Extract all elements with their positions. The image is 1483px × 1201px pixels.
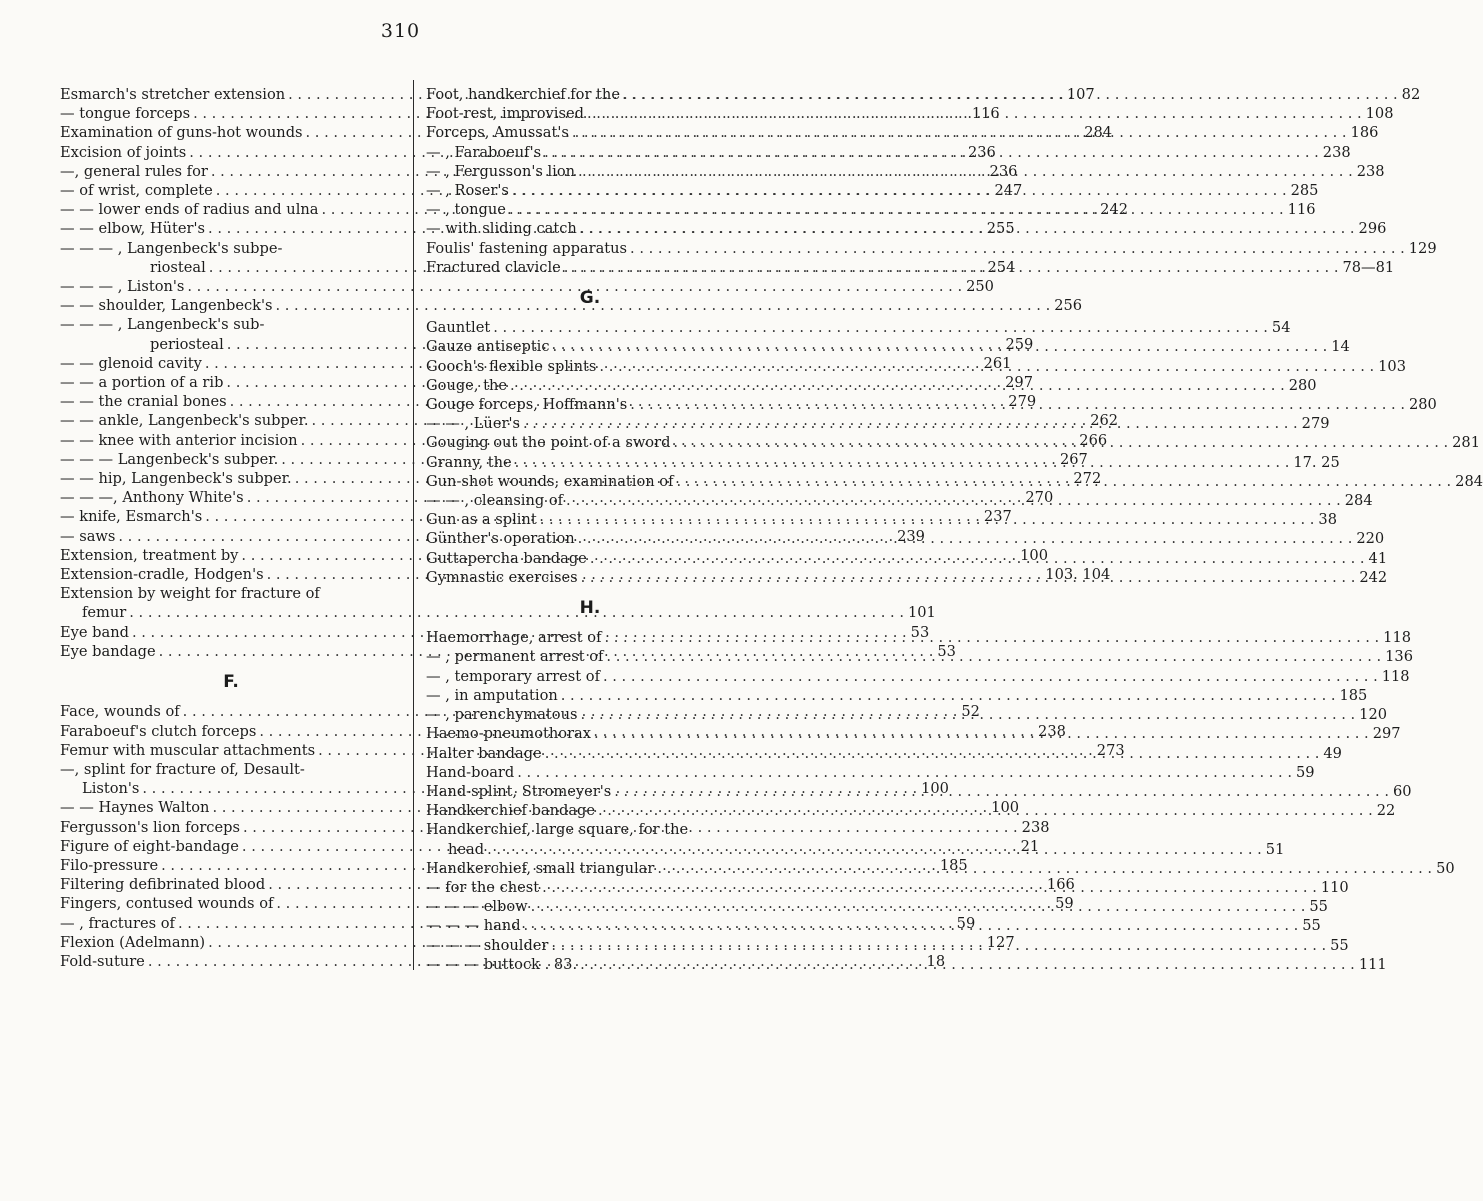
entry-text: — , Faraboeuf's (426, 143, 542, 161)
entry-text: — of wrist, complete (60, 182, 213, 200)
entry-text: Figure of eight-bandage (60, 837, 239, 855)
entry-text: Gouging out the point of a sword (426, 434, 671, 452)
entry-page-number: 285 (1290, 182, 1319, 200)
entry-text: Foot, handkerchief for the (426, 86, 620, 103)
entry-page-number: 60 (1392, 782, 1412, 800)
entry-page-number: 237 (983, 508, 1012, 526)
entry-text: — , temporary arrest of (426, 667, 600, 685)
entry-text: — — — shoulder (426, 936, 549, 954)
entry-text: — — , Lüer's (426, 415, 520, 433)
entry-page-number: 284 (1344, 492, 1373, 510)
entry-text: — knife, Esmarch's (60, 508, 203, 526)
entry-page-number: 185 (1339, 686, 1368, 704)
index-entry (426, 763, 1315, 782)
entry-text: — , tongue (426, 201, 506, 219)
dot-leader (524, 916, 1299, 935)
dot-leader (512, 181, 1287, 200)
entry-text: Gauze antiseptic (426, 338, 550, 356)
entry-page-number: 185 (939, 856, 968, 874)
entry-text: Handkerchief bandage (426, 802, 596, 820)
dot-leader (540, 510, 1315, 529)
entry-page-number: 110 (1320, 878, 1349, 896)
entry-text: Esmarch's stretcher extension (60, 86, 286, 103)
entry-text: Gauntlet (426, 319, 491, 337)
entry-text: — saws (60, 527, 116, 545)
entry-text: — — hip, Langenbeck's subper. (60, 470, 292, 488)
dot-leader (581, 568, 1356, 587)
entry-page-number: 272 (1073, 470, 1102, 488)
entry-text: Liston's (82, 780, 140, 798)
dot-leader (580, 219, 1355, 238)
entry-page-number: 78—81 (1342, 258, 1395, 276)
dot-leader (603, 667, 1378, 686)
dot-leader (594, 724, 1369, 743)
entry-page-number: 261 (983, 354, 1012, 372)
entry-page-number: 238 (1021, 818, 1050, 836)
entry-text: Gun-shot wounds, examination of (426, 472, 674, 490)
entry-text: — tongue forceps (60, 105, 191, 123)
entry-page-number: 254 (987, 258, 1016, 276)
entry-text: — — — elbow (426, 898, 528, 916)
entry-text: — — elbow, Hüter's (60, 220, 206, 238)
dot-leader (657, 859, 1432, 878)
entry-text: — , parenchymatous (426, 706, 578, 724)
dot-leader (531, 897, 1306, 916)
entry-text: Extension-cradle, Hodgen's (60, 566, 264, 584)
entry-page-number: 239 (897, 527, 925, 545)
entry-page-number: 186 (1350, 124, 1379, 142)
entry-page-number: 262 (1090, 412, 1119, 430)
entry-text: — , in amputation (426, 686, 558, 704)
entry-page-number: 59 (956, 914, 976, 932)
entry-page-number: 236 (989, 162, 1018, 180)
index-entry (60, 296, 1083, 315)
entry-page-number: 166 (1046, 876, 1075, 894)
entry-text: Eye band (60, 623, 129, 641)
entry-text: Extension, treatment by (60, 546, 239, 564)
dot-leader (561, 686, 1336, 705)
entry-page-number: 279 (1301, 415, 1330, 433)
entry-page-number: 242 (1359, 568, 1388, 586)
entry-text: riosteal (150, 258, 206, 276)
dot-leader (590, 549, 1365, 568)
dot-leader (564, 258, 1339, 277)
entry-page-number: 41 (1368, 549, 1388, 567)
entry-page-number: 59 (1055, 895, 1074, 913)
entry-page-number: 118 (1381, 667, 1410, 685)
entry-page-number: 273 (1096, 741, 1125, 759)
entry-page-number: 281 (1452, 434, 1480, 452)
dot-leader (572, 123, 1347, 142)
dot-leader (515, 453, 1290, 472)
entry-text: Guttapercha bandage (426, 549, 587, 567)
entry-page-number: 238 (1322, 143, 1351, 161)
entry-text: — , permanent arrest of (426, 648, 604, 666)
entry-page-number: 120 (1359, 706, 1388, 724)
dot-leader (578, 529, 1353, 548)
entry-page-number: 250 (966, 278, 994, 296)
entry-text: Gouge, the (426, 376, 507, 394)
entry-text: — — glenoid cavity (60, 354, 202, 372)
column-divider (413, 80, 414, 970)
dot-leader (580, 955, 1355, 974)
entry-text: femur (82, 604, 127, 622)
dot-leader (509, 200, 1284, 219)
entry-text: Filtering defibrinated blood (60, 876, 266, 894)
entry-text: Gun as a splint (426, 511, 537, 529)
entry-page-number: 100 (921, 780, 949, 798)
section-heading: G. (579, 288, 601, 309)
entry-text: — — —, Anthony White's (60, 489, 244, 507)
entry-page-number: 21 (1020, 837, 1040, 855)
entry-text: Flexion (Adelmann) (60, 933, 206, 951)
entry-text: — — ankle, Langenbeck's subper. (60, 412, 309, 430)
entry-text: — , fractures of (60, 914, 175, 932)
entry-page-number: 136 (1385, 648, 1413, 666)
entry-page-number: 54 (1271, 319, 1291, 337)
entry-page-number: 270 (1025, 489, 1054, 507)
entry-page-number: 116 (971, 105, 1000, 123)
entry-page-number: 55 (1309, 898, 1328, 916)
entry-text: Examination of guns-hot wounds (60, 124, 303, 142)
entry-page-number: 220 (1356, 530, 1385, 548)
entry-text: Hand-board (426, 763, 515, 781)
dot-leader (630, 395, 1405, 414)
entry-text: Foot-rest, improvised (426, 105, 584, 123)
dot-leader (578, 162, 1353, 181)
dot-leader (580, 705, 1355, 724)
entry-text: — — — , Liston's (60, 278, 185, 296)
entry-page-number: 266 (1079, 431, 1108, 449)
dot-leader (599, 357, 1374, 376)
entry-page-number: 101 (907, 604, 936, 622)
entry-page-number: 53 (910, 623, 930, 641)
entry-text: — — , cleansing of (426, 492, 564, 510)
dot-leader (542, 878, 1317, 897)
entry-page-number: 297 (1372, 725, 1401, 743)
entry-text: —, general rules for (60, 162, 208, 180)
index-entry (426, 686, 1368, 705)
entry-text: — — shoulder, Langenbeck's (60, 297, 273, 315)
entry-page-number: 247 (994, 182, 1023, 200)
dot-leader (487, 840, 1262, 859)
entry-page-number: 127 (986, 933, 1015, 951)
entry-text: — — a portion of a rib (60, 374, 224, 392)
entry-page-number: 238 (1038, 722, 1066, 740)
entry-text: — — knee with anterior incision (60, 431, 298, 449)
entry-text: Fractured clavicle (426, 258, 561, 276)
entry-page-number: 22 (1376, 802, 1396, 820)
entry-text: Fingers, contused wounds of (60, 895, 274, 913)
entry-text: Haemo-pneumothorax (426, 725, 591, 743)
index-entry (426, 667, 1410, 686)
entry-text: Hand-splint, Stromeyer's (426, 782, 612, 800)
entry-text: Fergusson's lion forceps (60, 818, 240, 836)
entry-page-number: 267 (1059, 450, 1088, 468)
entry-page-number: 100 (1020, 546, 1048, 564)
entry-page-number: 103. 104 (1045, 566, 1111, 584)
entry-page-number: 259 (1005, 335, 1034, 353)
index-entry (60, 603, 936, 622)
entry-page-number: 103 (1378, 357, 1406, 375)
section-heading: F. (223, 672, 239, 693)
entry-text: Filo-pressure (60, 856, 159, 874)
entry-page-number: 52 (961, 703, 980, 721)
index-entry (60, 277, 994, 296)
entry-page-number: 51 (1265, 840, 1285, 858)
entry-text: — — the cranial bones (60, 393, 227, 411)
dot-leader (623, 85, 1398, 104)
entry-page-number: 59 (1295, 763, 1315, 781)
dot-leader (493, 318, 1268, 337)
entry-text: — — Haynes Walton (60, 799, 210, 817)
dot-leader (630, 239, 1405, 258)
dot-leader (544, 143, 1319, 162)
entry-text: Halter bandage (426, 744, 542, 762)
entry-page-number: 116 (1287, 201, 1316, 219)
entry-text: Foulis' fastening apparatus (426, 239, 628, 257)
dot-leader (545, 744, 1320, 763)
entry-page-number: 100 (991, 799, 1020, 817)
entry-text: — — — hand (426, 917, 521, 935)
index-entry-continued: — — — , Langenbeck's subpe- (60, 239, 283, 257)
dot-leader (676, 472, 1451, 491)
entry-page-number: 129 (1408, 239, 1437, 257)
dot-leader (673, 433, 1448, 452)
entry-text: — — — buttock . 83. (426, 955, 578, 973)
entry-text: Gouge forceps, Hoffmann's (426, 396, 628, 414)
entry-page-number: 118 (1383, 629, 1412, 647)
dot-leader (566, 491, 1341, 510)
entry-page-number: 256 (1054, 297, 1083, 315)
entry-page-number: 280 (1288, 376, 1317, 394)
entry-text: — with sliding catch (426, 220, 577, 238)
entry-page-number: 108 (1365, 105, 1394, 123)
entry-page-number: 53 (937, 642, 956, 660)
entry-text: Femur with muscular attachments (60, 741, 316, 759)
entry-page-number: 280 (1408, 396, 1437, 414)
dot-leader (598, 801, 1373, 820)
entry-page-number: 14 (1331, 338, 1350, 356)
entry-page-number: 236 (967, 143, 996, 161)
entry-text: — , Roser's (426, 182, 509, 200)
entry-page-number: 55 (1330, 936, 1349, 954)
index-entry (426, 239, 1437, 258)
entry-text: Gooch's flexible splints (426, 357, 597, 375)
entry-text: head (448, 840, 485, 858)
entry-text: — for the chest (426, 878, 540, 896)
entry-text: Günther's operation (426, 530, 575, 548)
dot-leader (614, 782, 1389, 801)
entry-page-number: 297 (1005, 374, 1033, 392)
index-entry-continued: Extension by weight for fracture of (60, 585, 320, 603)
entry-text: — , Fergusson's lion (426, 162, 576, 180)
index-entry-continued: Handkerchief, large square, for the (426, 821, 689, 839)
entry-page-number: 107 (1066, 86, 1095, 103)
entry-page-number: 255 (986, 220, 1015, 238)
entry-text: periosteal (150, 335, 224, 353)
entry-page-number: 38 (1318, 511, 1337, 529)
entry-text: Eye bandage (60, 642, 156, 660)
index-entry-continued: — — — , Langenbeck's sub- (60, 316, 265, 334)
entry-text: — — lower ends of radius and ulna (60, 201, 319, 219)
entry-text: Handkerchief, small triangular (426, 859, 655, 877)
entry-page-number: 111 (1358, 955, 1387, 973)
entry-text: Faraboeuf's clutch forceps (60, 722, 257, 740)
dot-leader (606, 647, 1381, 666)
entry-text: — — — Langenbeck's subper. (60, 450, 279, 468)
entry-page-number: 18 (926, 952, 946, 970)
entry-page-number: 284 (1455, 472, 1483, 490)
index-entry (426, 318, 1291, 337)
dot-leader (517, 763, 1292, 782)
entry-text: Forceps, Amussat's (426, 124, 569, 142)
dot-leader (510, 376, 1285, 395)
dot-leader (523, 414, 1298, 433)
index-entry-continued: —, splint for fracture of, Desault- (60, 760, 305, 778)
dot-leader (553, 337, 1328, 356)
entry-page-number: 279 (1008, 393, 1037, 411)
entry-page-number: 296 (1358, 220, 1387, 238)
entry-page-number: 55 (1302, 917, 1321, 935)
dot-leader (587, 104, 1362, 123)
entry-page-number: 82 (1401, 86, 1421, 103)
section-heading: H. (579, 598, 601, 619)
dot-leader (604, 628, 1379, 647)
entry-text: Fold-suture (60, 952, 145, 970)
entry-page-number: 284 (1084, 124, 1113, 142)
entry-text: Gymnastic exercises (426, 568, 578, 586)
entry-page-number: 17. 25 (1293, 453, 1340, 471)
entry-text: Excision of joints (60, 143, 187, 161)
entry-text: Haemorrhage, arrest of (426, 629, 602, 647)
page-number: 310 (380, 20, 421, 42)
entry-page-number: 238 (1356, 162, 1385, 180)
dot-leader (551, 936, 1326, 955)
entry-text: Face, wounds of (60, 703, 180, 721)
entry-text: Granny, the (426, 453, 512, 471)
entry-page-number: 50 (1436, 859, 1455, 877)
entry-page-number: 49 (1323, 744, 1342, 762)
entry-page-number: 242 (1100, 201, 1129, 219)
